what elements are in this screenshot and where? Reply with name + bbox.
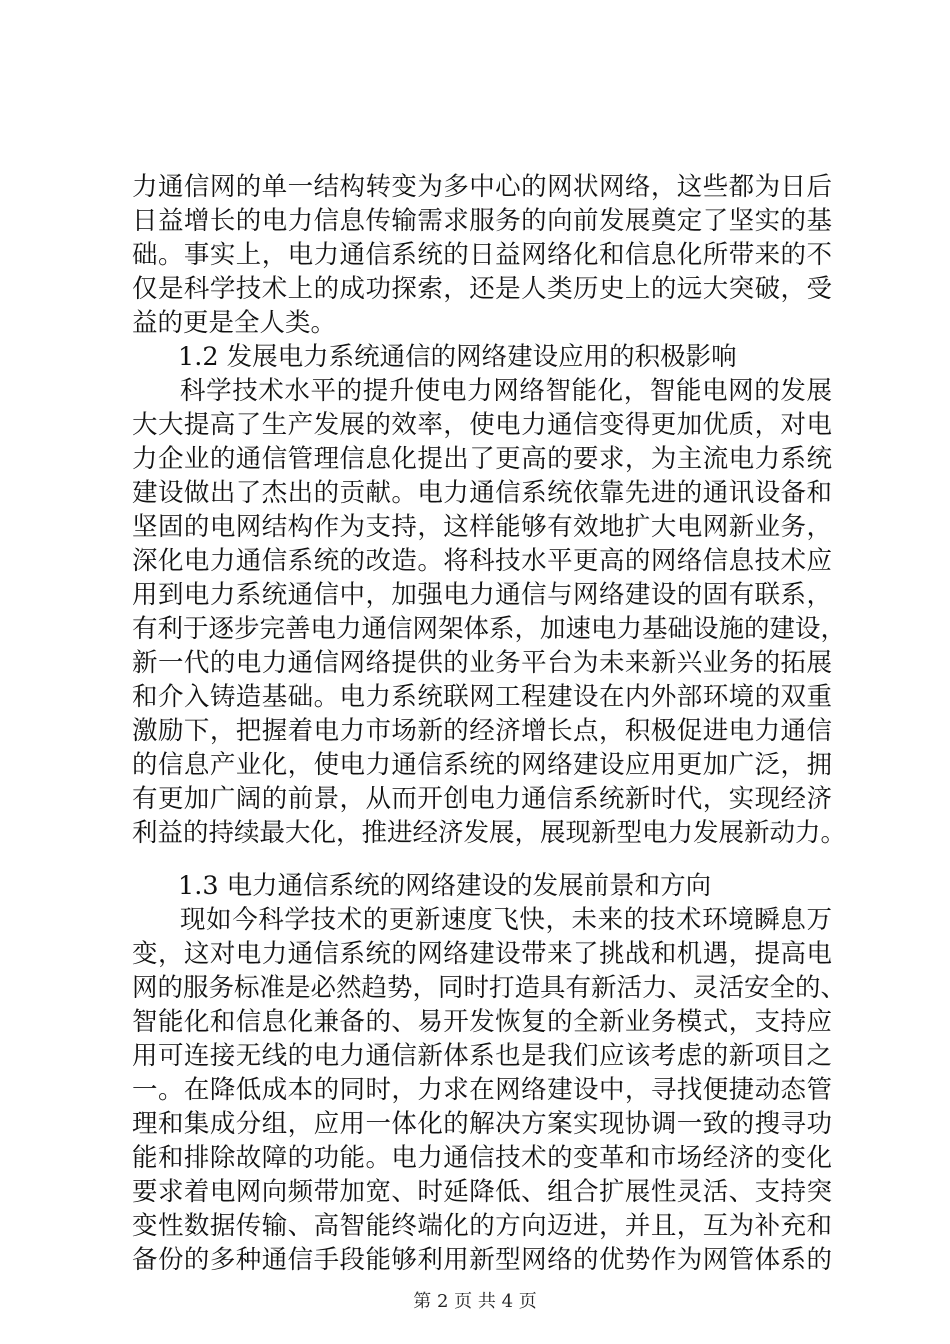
paragraph-line: 能和排除故障的功能。电力通信技术的变革和市场经济的变化 [132, 1143, 832, 1173]
section-heading: 1.3 电力通信系统的网络建设的发展前景和方向 [178, 871, 712, 901]
paragraph-line: 益的更是全人类。 [132, 308, 337, 338]
paragraph-line: 用到电力系统通信中，加强电力通信与网络建设的固有联系， [132, 580, 832, 610]
paragraph-line: 科学技术水平的提升使电力网络智能化，智能电网的发展 [180, 376, 832, 406]
section-heading: 1.2 发展电力系统通信的网络建设应用的积极影响 [178, 342, 737, 372]
paragraph-line: 础。事实上，电力通信系统的日益网络化和信息化所带来的不 [132, 240, 832, 270]
paragraph-line: 理和集成分组，应用一体化的解决方案实现协调一致的搜寻功 [132, 1109, 832, 1139]
paragraph-line: 变，这对电力通信系统的网络建设带来了挑战和机遇，提高电 [132, 939, 832, 969]
paragraph-line: 变性数据传输、高智能终端化的方向迈进，并且，互为补充和 [132, 1211, 832, 1241]
paragraph-line: 力企业的通信管理信息化提出了更高的要求，为主流电力系统 [132, 444, 832, 474]
paragraph-line: 现如今科学技术的更新速度飞快，未来的技术环境瞬息万 [180, 905, 832, 935]
paragraph-line: 利益的持续最大化，推进经济发展，展现新型电力发展新动力。 [132, 818, 847, 848]
paragraph-line: 智能化和信息化兼备的、易开发恢复的全新业务模式，支持应 [132, 1007, 832, 1037]
paragraph-line: 坚固的电网结构作为支持，这样能够有效地扩大电网新业务， [132, 512, 832, 542]
paragraph-line: 建设做出了杰出的贡献。电力通信系统依靠先进的通讯设备和 [132, 478, 832, 508]
paragraph-line: 有更加广阔的前景，从而开创电力通信系统新时代，实现经济 [132, 784, 832, 814]
paragraph-line: 激励下，把握着电力市场新的经济增长点，积极促进电力通信 [132, 716, 832, 746]
paragraph-line: 仅是科学技术上的成功探索，还是人类历史上的远大突破，受 [132, 274, 832, 304]
paragraph-line: 力通信网的单一结构转变为多中心的网状网络，这些都为日后 [132, 172, 832, 202]
paragraph-line: 和介入铸造基础。电力系统联网工程建设在内外部环境的双重 [132, 682, 832, 712]
paragraph-line: 深化电力通信系统的改造。将科技水平更高的网络信息技术应 [132, 546, 832, 576]
paragraph-line: 一。在降低成本的同时，力求在网络建设中，寻找便捷动态管 [132, 1075, 832, 1105]
paragraph-line: 有利于逐步完善电力通信网架体系，加速电力基础设施的建设， [132, 614, 847, 644]
paragraph-line: 的信息产业化，使电力通信系统的网络建设应用更加广泛，拥 [132, 750, 832, 780]
paragraph-line: 备份的多种通信手段能够利用新型网络的优势作为网管体系的 [132, 1245, 832, 1275]
paragraph-line: 要求着电网向频带加宽、时延降低、组合扩展性灵活、支持突 [132, 1177, 832, 1207]
page-number-footer: 第 2 页 共 4 页 [413, 1291, 537, 1312]
paragraph-line: 新一代的电力通信网络提供的业务平台为未来新兴业务的拓展 [132, 648, 832, 678]
paragraph-line: 日益增长的电力信息传输需求服务的向前发展奠定了坚实的基 [132, 206, 832, 236]
paragraph-line: 网的服务标准是必然趋势，同时打造具有新活力、灵活安全的、 [132, 973, 847, 1003]
paragraph-line: 用可连接无线的电力通信新体系也是我们应该考虑的新项目之 [132, 1041, 832, 1071]
paragraph-line: 大大提高了生产发展的效率，使电力通信变得更加优质，对电 [132, 410, 832, 440]
